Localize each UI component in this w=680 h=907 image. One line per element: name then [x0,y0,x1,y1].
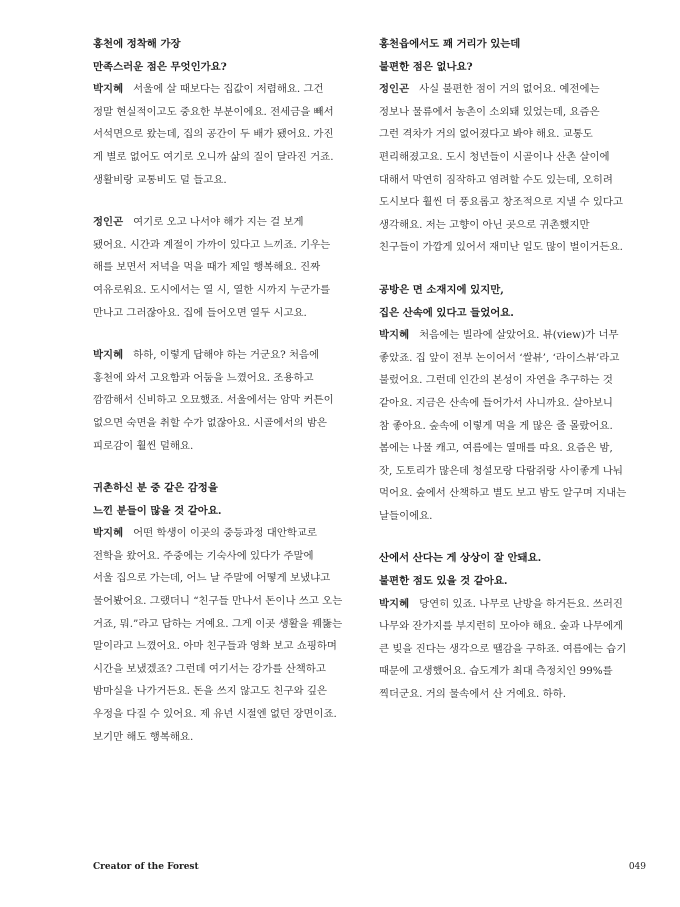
answer-line: 피로감이 훨씬 덜해요. [93,439,194,452]
answer-line: 여유로워요. 도시에서는 열 시, 열한 시까지 누군가를 [93,283,331,296]
answer-line: 게 별로 없어도 여기로 오니까 삶의 질이 달라진 거죠. [93,150,334,163]
answer-line: 전학을 왔어요. 주중에는 기숙사에 있다가 주말에 [93,549,314,562]
answer-line: 봄에는 나물 캐고, 여름에는 열매를 따요. 요즘은 밤, [379,442,613,455]
answer-line: 편리해졌고요. 도시 청년들이 시골이나 산촌 살이에 [379,150,610,163]
speaker-name: 박지혜 [93,349,124,362]
question-heading: 홍천읍에서도 꽤 거리가 있는데 [379,38,521,50]
answer-line: 도시보다 훨씬 더 풍요롭고 창조적으로 지낼 수 있다고 [379,196,623,209]
answer-line: 친구들이 가깝게 있어서 재미난 일도 많이 벌이거든요. [379,241,623,254]
answer-line: 깜깜해서 신비하고 오묘했죠. 서울에서는 암막 커튼이 [93,394,334,407]
answer-line: 날들이에요. [379,509,433,522]
answer-line: 보기만 해도 행복해요. [93,730,194,743]
question-heading: 집은 산속에 있다고 들었어요. [379,306,514,319]
answer-line: 생각해요. 저는 고향이 아닌 곳으로 귀촌했지만 [379,218,590,231]
speaker-name: 박지혜 [379,329,410,342]
answer-line: 우정을 다질 수 있어요. 제 유년 시절엔 없던 장면이죠. [93,708,337,721]
answer-line: 큰 빚을 진다는 생각으로 땔감을 구하죠. 여름에는 습기 [379,642,627,655]
question-heading: 홍천에 정착해 가장 [93,38,181,50]
question-heading: 불편한 점은 없나요? [379,60,473,73]
speaker-name: 박지혜 [379,597,410,610]
answer-line: 박지혜 처음에는 빌라에 살았어요. 뷰(view)가 너무 [379,329,619,342]
footer-title: Creator of the Forest [93,862,199,872]
answer-line: 해를 보면서 저녁을 먹을 때가 제일 행복해요. 진짜 [93,261,321,274]
answer-line: 물어봤어요. 그랬더니 “친구들 만나서 돈이나 쓰고 오는 [93,595,343,608]
speaker-name: 박지혜 [93,527,124,540]
speaker-name: 정인곤 [379,83,410,96]
answer-line: 정인곤 여기로 오고 나서야 해가 지는 걸 보게 [93,216,304,229]
answer-line: 서울 집으로 가는데, 어느 날 주말에 어떻게 보냈냐고 [93,572,331,585]
question-heading: 귀촌하신 분 중 같은 감정을 [93,482,218,495]
answer-line: 밤마실을 나가거든요. 돈을 쓰지 않고도 친구와 깊은 [93,685,327,698]
answer-line: 정인곤 사실 불편한 점이 거의 없어요. 예전에는 [379,83,600,96]
left-column [93,33,358,748]
answer-line: 정말 현실적이고도 중요한 부분이에요. 전세금을 빼서 [93,105,334,118]
question-heading: 불편한 점도 있을 것 같아요. [379,575,508,588]
answer-line: 정보나 물류에서 농촌이 소외돼 있었는데, 요즘은 [379,105,600,118]
question-heading: 공방은 면 소재지에 있지만, [379,283,504,296]
answer-line: 서석면으로 왔는데, 집의 공간이 두 배가 됐어요. 가진 [93,128,334,141]
answer-line: 박지혜 어떤 학생이 이곳의 중등과정 대안학교로 [93,527,317,540]
answer-line: 시간을 보냈겠죠? 그런데 여기서는 강가를 산책하고 [93,662,326,675]
page-number: 049 [628,862,646,872]
question-heading: 만족스러운 점은 무엇인가요? [93,60,227,73]
answer-line: 홍천에 와서 고요함과 어둠을 느꼈어요. 조용하고 [93,371,314,384]
speaker-name: 정인곤 [93,216,124,229]
question-heading: 느낀 분들이 많을 것 같아요. [93,504,222,517]
answer-line: 없으면 숙면을 취할 수가 없잖아요. 시골에서의 밤은 [93,416,327,429]
answer-line: 말이라고 느꼈어요. 아마 친구들과 영화 보고 쇼핑하며 [93,640,337,653]
speaker-name: 박지혜 [93,83,124,96]
answer-line: 같아요. 지금은 산속에 들어가서 사니까요. 살아보니 [379,396,613,409]
answer-line: 찍더군요. 거의 물속에서 산 거예요. 하하. [379,688,567,701]
answer-line: 참 좋아요. 숲속에 이렇게 먹을 게 많은 줄 몰랐어요. [379,419,613,432]
answer-line: 좋았죠. 집 앞이 전부 논이어서 ‘쌀뷰’, ‘라이스뷰’라고 [379,351,620,364]
answer-line: 먹어요. 숲에서 산책하고 별도 보고 밤도 알구며 지내는 [379,487,627,500]
answer-line: 됐어요. 시간과 계절이 가까이 있다고 느끼죠. 기우는 [93,238,331,251]
right-column [379,33,645,706]
answer-line: 그런 격차가 거의 없어졌다고 봐야 해요. 교통도 [379,128,593,141]
question-heading: 산에서 산다는 게 상상이 잘 안돼요. [379,552,542,565]
answer-line: 박지혜 당연히 있죠. 나무로 난방을 하거든요. 쓰러진 [379,597,623,610]
answer-line: 거죠, 뭐.”라고 답하는 거예요. 그게 이곳 생활을 꿰뚫는 [93,617,343,630]
answer-line: 만나고 그러잖아요. 집에 들어오면 열두 시고요. [93,306,307,319]
answer-line: 잣, 도토리가 많은데 청설모랑 다람쥐랑 사이좋게 나눠 [379,464,623,477]
answer-line: 생활비랑 교통비도 덜 들고요. [93,173,227,186]
answer-line: 때문에 고생했어요. 습도계가 최대 측정치인 99%를 [379,665,613,678]
answer-line: 나무와 잔가지를 부지런히 모아야 해요. 숲과 나무에게 [379,620,623,633]
answer-line: 불렀어요. 그런데 인간의 본성이 자연을 추구하는 것 [379,374,613,387]
answer-line: 박지혜 하하, 이렇게 답해야 하는 거군요? 처음에 [93,349,320,362]
answer-line: 대해서 막연히 짐작하고 염려할 수도 있는데, 오히려 [379,173,613,186]
answer-line: 박지혜 서울에 살 때보다는 집값이 저렴해요. 그건 [93,83,324,96]
